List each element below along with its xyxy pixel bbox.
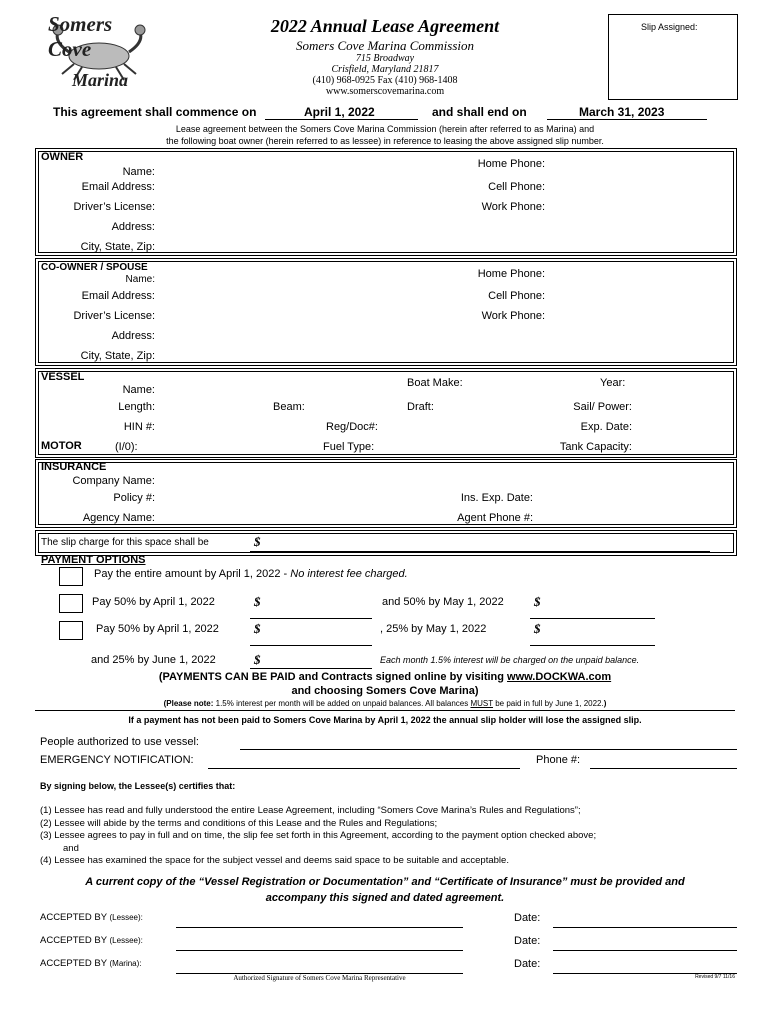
agency-name-label[interactable]: Agency Name: — [82, 512, 155, 524]
commence-label: This agreement shall commence on — [53, 105, 257, 119]
address-line-1: 715 Broadway — [355, 53, 415, 64]
certify-item: (2) Lessee will abide by the terms and conditions of this Lease and the Rules and Regulations; — [40, 818, 438, 829]
lessee-1-signature-line[interactable] — [176, 927, 463, 928]
notice-line-1: A current copy of the “Vessel Registration or Documentation” and “Certificate of Insurance” must be provided and — [85, 876, 685, 888]
payment-options-heading: PAYMENT OPTIONS — [41, 554, 146, 566]
please-note — [30, 699, 740, 708]
emergency-line[interactable] — [208, 768, 520, 769]
slip-charge-label: The slip charge for this space shall be — [41, 537, 209, 548]
logo-text-bottom: Marina — [72, 70, 129, 90]
coowner-email-label[interactable]: Email Address: — [81, 290, 155, 302]
option-1-checkbox[interactable] — [59, 567, 83, 586]
sail-power-label[interactable]: Sail/ Power: — [573, 401, 632, 413]
coowner-name-label[interactable]: Name: — [125, 274, 155, 285]
logo — [44, 12, 154, 94]
lessee-suffix: (Lessee): — [109, 936, 143, 945]
please-note-text: 1.5% interest per month will be added on unpaid balances. All balances — [213, 699, 471, 708]
company-name-label[interactable]: Company Name: — [72, 475, 155, 487]
option-2-a-dollar: $ — [254, 594, 261, 609]
date-2-line[interactable] — [553, 950, 737, 951]
year-label[interactable]: Year: — [600, 377, 626, 389]
tank-capacity-label[interactable]: Tank Capacity: — [559, 441, 632, 453]
vessel-heading: VESSEL — [41, 371, 85, 383]
page-title: 2022 Annual Lease Agreement — [270, 16, 500, 36]
intro-line-1: Lease agreement between the Somers Cove Marina Commission (herein after referred to as Marina) and — [175, 124, 595, 134]
policy-label[interactable]: Policy #: — [113, 492, 155, 504]
accepted-lessee-1-label — [40, 912, 143, 923]
date-1-line[interactable] — [553, 927, 737, 928]
authorized-users-line[interactable] — [240, 749, 737, 750]
start-date-line — [265, 119, 418, 120]
option-3-a-label: Pay 50% by April 1, 2022 — [96, 623, 219, 635]
option-3-b-label: , 25% by May 1, 2022 — [380, 623, 487, 635]
option-3-c-dollar: $ — [254, 652, 261, 667]
logo-text-top: Somers Cove — [48, 12, 113, 61]
subtitle: Somers Cove Marina Commission — [295, 38, 475, 53]
boat-make-label[interactable]: Boat Make: — [407, 377, 463, 389]
certify-item: (1) Lessee has read and fully understood the entire Lease Agreement, including “Somers Cove Marina’s Rules and Regulations”; — [40, 805, 581, 816]
option-3-b-dollar: $ — [534, 621, 541, 636]
owner-heading: OWNER — [41, 151, 84, 163]
end-label: and shall end on — [432, 105, 527, 119]
emergency-phone-line[interactable] — [590, 768, 737, 769]
phone-fax: (410) 968-0925 Fax (410) 968-1408 — [312, 75, 458, 86]
slip-assigned-label: Slip Assigned: — [641, 22, 698, 32]
option-3-c-line[interactable] — [250, 668, 372, 669]
intro-line-2: the following boat owner (herein referred to as lessee) in reference to leasing the above assigned slip number. — [166, 136, 604, 146]
option-2-a-label: Pay 50% by April 1, 2022 — [92, 596, 215, 608]
draft-label[interactable]: Draft: — [407, 401, 434, 413]
option-2-checkbox[interactable] — [59, 594, 83, 613]
owner-address-label[interactable]: Address: — [111, 221, 155, 233]
exp-date-label[interactable]: Exp. Date: — [580, 421, 632, 433]
coowner-home-phone-label[interactable]: Home Phone: — [477, 268, 545, 280]
option-1-prefix: Pay the entire amount by April 1, 2022 - — [94, 568, 291, 580]
notice-line-2: accompany this signed and dated agreement. — [265, 892, 505, 904]
owner-cell-phone-label[interactable]: Cell Phone: — [488, 181, 545, 193]
certify-heading: By signing below, the Lessee(s) certifies that: — [40, 781, 236, 791]
date-label-2: Date: — [514, 935, 541, 947]
please-note-end: be paid in full by June 1, 2022. — [492, 699, 604, 708]
hin-label[interactable]: HIN #: — [123, 421, 155, 433]
owner-name-label[interactable]: Name: — [122, 166, 155, 178]
owner-email-label[interactable]: Email Address: — [81, 181, 155, 193]
start-date: April 1, 2022 — [304, 105, 375, 119]
option-3-b-line[interactable] — [530, 645, 655, 646]
option-3-checkbox[interactable] — [59, 621, 83, 640]
option-3-a-line[interactable] — [250, 645, 372, 646]
owner-home-phone-label[interactable]: Home Phone: — [477, 158, 545, 170]
emergency-phone-label: Phone #: — [536, 754, 581, 766]
coowner-license-label[interactable]: Driver’s License: — [73, 310, 155, 322]
please-note-close: ) — [603, 699, 607, 708]
emergency-label: EMERGENCY NOTIFICATION: — [40, 754, 194, 766]
option-3-a-dollar: $ — [254, 621, 261, 636]
lessee-2-signature-line[interactable] — [176, 950, 463, 951]
slip-assigned-box[interactable] — [608, 14, 738, 100]
accepted-by-text: ACCEPTED BY — [40, 958, 107, 969]
slip-charge-dollar: $ — [254, 534, 261, 549]
accepted-by-text: ACCEPTED BY — [40, 912, 107, 923]
online-payment-line-1 — [30, 671, 740, 683]
coowner-address-label[interactable]: Address: — [111, 330, 155, 342]
certify-item: and — [63, 843, 79, 854]
end-date-line — [547, 119, 707, 120]
dockwa-link[interactable]: www.DOCKWA.com — [507, 671, 612, 683]
rep-caption: Authorized Signature of Somers Cove Marina Representative — [233, 974, 406, 982]
date-label-3: Date: — [514, 958, 541, 970]
please-note-bold: (Please note: — [163, 699, 214, 708]
option-1-italic: No interest fee charged. — [290, 568, 408, 580]
fuel-type-label[interactable]: Fuel Type: — [323, 441, 375, 453]
website: www.somerscovemarina.com — [325, 86, 445, 97]
ins-exp-date-label[interactable]: Ins. Exp. Date: — [460, 492, 533, 504]
accepted-by-text: ACCEPTED BY — [40, 935, 107, 946]
reg-doc-label[interactable]: Reg/Doc#: — [326, 421, 378, 433]
vessel-name-label[interactable]: Name: — [122, 384, 155, 396]
io-label[interactable]: (I/0): — [115, 441, 138, 453]
option-2-b-label: and 50% by May 1, 2022 — [382, 596, 504, 608]
accepted-marina-label — [40, 958, 142, 969]
owner-license-label[interactable]: Driver’s License: — [73, 201, 155, 213]
warning-text: If a payment has not been paid to Somers Cove Marina by April 1, 2022 the annual slip holder will lose the assigned slip. — [128, 715, 642, 725]
payment-bottom-rule — [35, 710, 735, 711]
slip-charge-line[interactable] — [250, 551, 710, 552]
online-payment-line-2: and choosing Somers Cove Marina) — [291, 685, 479, 697]
certify-item: (3) Lessee agrees to pay in full and on time, the slip fee set forth in this Agreement, according to the payment option checked above; — [40, 830, 597, 841]
coowner-cell-phone-label[interactable]: Cell Phone: — [488, 290, 545, 302]
authorized-users-label: People authorized to use vessel: — [40, 736, 199, 748]
coowner-heading: CO-OWNER / SPOUSE — [41, 262, 148, 273]
option-3-c-label: and 25% by June 1, 2022 — [91, 654, 216, 666]
agent-phone-label[interactable]: Agent Phone #: — [457, 512, 533, 524]
option-2-b-line[interactable] — [530, 618, 655, 619]
address-line-2: Crisfield, Maryland 21817 — [331, 64, 439, 75]
coowner-work-phone-label[interactable]: Work Phone: — [481, 310, 545, 322]
accepted-lessee-2-label — [40, 935, 143, 946]
lessee-suffix: (Lessee): — [109, 913, 143, 922]
revised-note: Revised 9/7 11/16 — [695, 974, 735, 980]
motor-heading: MOTOR — [41, 440, 82, 452]
option-2-b-dollar: $ — [534, 594, 541, 609]
option-1-label — [94, 568, 408, 580]
insurance-heading: INSURANCE — [41, 461, 107, 473]
beam-label[interactable]: Beam: — [273, 401, 305, 413]
date-label-1: Date: — [514, 912, 541, 924]
interest-note: Each month 1.5% interest will be charged on the unpaid balance. — [380, 655, 640, 665]
marina-suffix: (Marina): — [109, 959, 142, 968]
length-label[interactable]: Length: — [118, 401, 155, 413]
certify-item: (4) Lessee has examined the space for the subject vessel and deems said space to be suitable and acceptable. — [40, 855, 509, 866]
please-note-must: MUST — [470, 699, 493, 708]
end-date: March 31, 2023 — [579, 105, 665, 119]
owner-city-label[interactable]: City, State, Zip: — [80, 241, 155, 253]
option-2-a-line[interactable] — [250, 618, 372, 619]
online-payment-prefix: (PAYMENTS CAN BE PAID and Contracts signed online by visiting — [158, 671, 508, 683]
coowner-city-label[interactable]: City, State, Zip: — [80, 350, 155, 362]
owner-work-phone-label[interactable]: Work Phone: — [481, 201, 545, 213]
